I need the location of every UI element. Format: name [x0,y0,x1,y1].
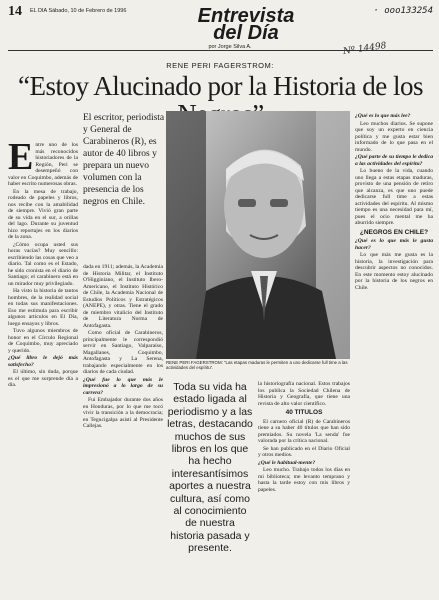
col1-answer: El último, sin duda, porque es el que me sorprende día a día. [8,369,78,388]
col4-question-1: ¿Qué es lo que más lee? [355,113,411,119]
col3-subheading: 40 TITULOS [285,409,323,416]
col4-question-2: ¿Qué parte de su tiempo le dedica a las actividades del espíritu? [355,154,433,167]
col3-paragraph: Se han publicado en el Diario Oficial y otros medios. [258,445,350,458]
section-title-line2: del Día [213,22,279,44]
photo-caption: RENE PERI FAGERSTROM: “Las etapas maduras le permiten a uno dedicarse full time a las actividades del espíritu”. [166,360,348,370]
col1-first-text: ntre uno de los más reconocidos historiadores de la Región, Peri se desempeñó con valor en Coquimbo, además de haber escrito numerosas obras. [8,142,78,187]
col3-paragraph: la historiografía nacional. Estos trabajos los publica la Sociedad Chilena de Historia y Geografía, que tiene una revista de alto valor científico. [258,381,350,407]
date-line: EL DIA Sábado, 10 de Febrero de 1996 [30,8,127,14]
article-kicker: RENE PERI FAGERSTROM: [166,61,274,70]
col4-answer-3: Lo que más me gusta es la historia, la investigación para descubrir aspectos no conocidos. En este momento estoy alucinado por la historia de los negros en Chile. [355,252,433,291]
col4-answer-1: Leo muchos diarios. Se supone que soy un experto en ciencia política y me gusta estar bien informado de lo que pasa en el mundo. [355,120,433,153]
col1-paragraph: ¿Cómo ocupa usted sus horas vacías? Muy sencillo: escribiendo las cosas que veo a diario. Tal como es el Estado, he sido cronista en el diario de Santiago; el carabinero está en un mirador muy privilegiado. [8,241,78,287]
portrait-photo [166,111,350,359]
portrait-photo-image [166,111,350,359]
article-column-1 [8,142,78,592]
col3-question: ¿Qué le habitual-mente? [258,459,316,466]
col1-paragraph: En la mesa de trabajo, rodeado de papeles y libros, nos recibe con la amabilidad de siempre. Vivió gran parte de su vida en el sur, a orillas del lago. Durante su juventud hizo reportajes en los diarios de la zona. [8,188,78,240]
section-title-line1: Entrevista [197,5,295,27]
col4-answer-2: Lo bueno de la vida, cuando uno llega a estas etapas maduras, provisto de una pensión de retiro que alcanza, es que uno puede dedicarse full time a estas actividades del espíritu. Al mismo tiempo es una necesidad para mí, pues el ocio mental me ha aburrido siempre. [355,168,433,226]
article-column-4 [355,113,433,592]
col2-answer: Fui Embajador durante dos años en Honduras, por lo que me tocó vivir la transición a la democracia; en Tegucigalpa asistí al Presidente Callejas. [83,397,163,429]
page-number: 14 [8,4,22,19]
article-column-3 [258,381,350,592]
archive-stamp: · ooo133254 [373,6,433,16]
col2-paragraph: dada en 1911; además, la Academia de Historia Militar, el Instituto O'Higginiano, el Instituto Ibero-Americano, el Instituto Histórico de Chile, la Academia Nacional de Estudios Políticos y Estratégicos (ANEPE), y otras. Tiene el grado de miembro vitalicio del Instituto de Literatura Norma de Antofagasta. [83,264,163,329]
article-headline: “Estoy Alucinado por la Historia de los [18,71,423,101]
col1-paragraph: Tuvo algunos miembros de honor en el Círculo Regional de Coquimbo, muy apreciado y querido. [8,328,78,354]
pull-quote: Toda su vida ha estado ligada al periodismo y a las letras, destacando muchos de sus libros en los que ha hecho interesantísimos aportes a nuestra cultura, así como al conocimiento de nuestra historia pasada y presente. [167,381,253,555]
col3-paragraph: El carnero oficial (R) de Carabineros tiene a su haber 40 títulos que han sido premiados. Su novela 'La senda' fue valorada por la crítica nacional. [258,418,350,444]
col1-paragraph: Ha visto la historia de tantos hombres, de la realidad social en todas sus manifestaciones. Eso me estimula para escribir algunos artículos en El Día, luego ensayos y libros. [8,288,78,327]
col1-question: ¿Qué libro le dejó más satisfecho? [8,355,78,368]
col2-paragraph: Como oficial de Carabineros, principalmente le correspondió servir en Santiago, Valparaíso, Magallanes, Coquimbo, Antofagasta y La Serena, trabajando especialmente en los diarios de cada ciudad. [83,330,163,375]
col4-subheading: ¿NEGROS EN CHILE? [359,228,429,236]
article-intro: El escritor, periodista y General de Carabineros (R), es autor de 40 libros y prepara un nuevo volumen con la presencia de los negros en Chile. [83,113,165,207]
section-title [176,5,316,44]
col3-answer: Leo mucho. Trabajo todos los días en mi biblioteca; me levanto temprano y hasta la tarde estoy con mis libros y papeles. [258,467,350,493]
drop-cap: E [8,142,34,178]
col4-question-3: ¿Qué es lo que más le gusta hacer? [355,238,433,251]
article-column-2 [83,264,163,592]
handwritten-note: Nº 14498 [342,41,388,57]
byline: por Jorge Silva A. [208,44,252,50]
col2-question: ¿Qué fue lo que más le impresionó a lo largo de su carrera? [83,376,163,396]
